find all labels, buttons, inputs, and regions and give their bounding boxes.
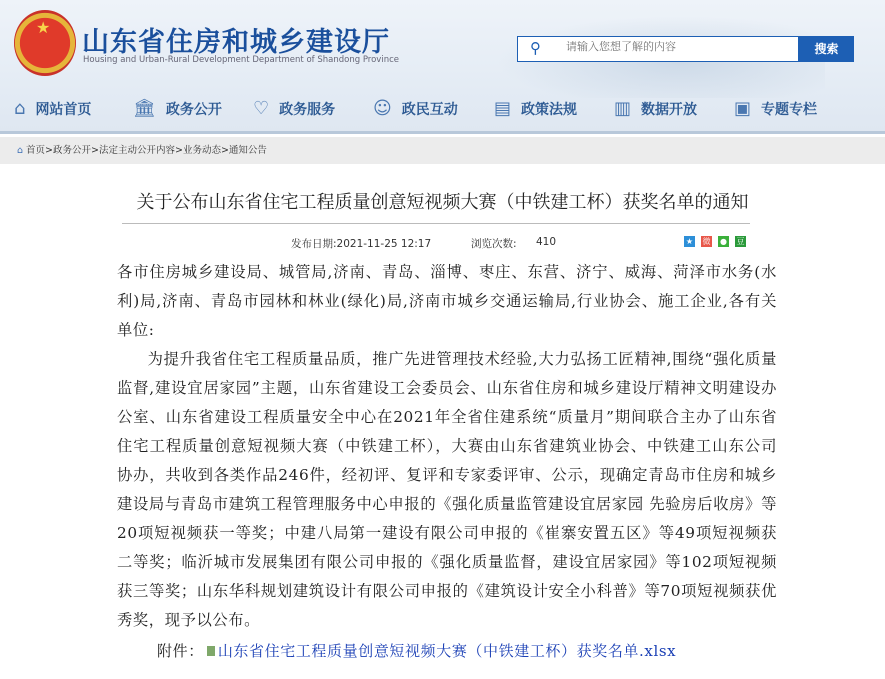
attachment-row: [157, 640, 676, 661]
chat-icon: ☺: [373, 98, 392, 119]
document-icon: ▤: [494, 98, 512, 119]
search-button[interactable]: 搜索: [799, 36, 854, 62]
breadcrumb-item[interactable]: >业务动态: [174, 145, 221, 156]
share-bar: [684, 236, 746, 247]
home-icon: ⌂: [14, 98, 26, 119]
wechat-share-icon[interactable]: ●: [718, 236, 729, 247]
search-icon: ⚲: [530, 39, 541, 57]
search-box[interactable]: [517, 36, 799, 62]
nav-label: 网站首页: [35, 101, 92, 118]
nav-label: 政民互动: [401, 101, 458, 118]
folder-icon: ▣: [734, 98, 752, 119]
breadcrumb-item[interactable]: >法定主动公开内容: [91, 145, 175, 156]
nav-interaction[interactable]: [373, 98, 458, 119]
building-icon: 🏛: [133, 98, 156, 119]
site-title[interactable]: 山东省住房和城乡建设厅: [82, 27, 390, 58]
salutation-paragraph: 各市住房城乡建设局、城管局,济南、青岛、淄博、枣庄、东营、济宁、威海、菏泽市水务(水利)局,济南、青岛市园林和林业(绿化)局,济南市城乡交通运输局,行业协会、施工企业,各有关单位:: [117, 263, 777, 339]
views-label: 浏览次数:: [471, 238, 517, 250]
chart-icon: ▥: [614, 98, 632, 119]
site-subtitle: Housing and Urban-Rural Development Department of Shandong Province: [83, 55, 399, 65]
file-icon: [207, 646, 215, 656]
nav-label: 政务服务: [279, 101, 336, 118]
publish-date: 发布日期:2021-11-25 12:17: [291, 238, 432, 250]
search-input[interactable]: [566, 41, 786, 53]
nav-label: 政务公开: [165, 101, 222, 118]
title-divider: [122, 223, 750, 224]
home-icon: ⌂: [17, 145, 24, 156]
breadcrumb-item[interactable]: >政务公开: [45, 145, 92, 156]
nav-gov-affairs[interactable]: [133, 98, 222, 119]
nav-label: 数据开放: [641, 101, 698, 118]
content-paragraph: 为提升我省住宅工程质量品质，推广先进管理技术经验,大力弘扬工匠精神,围绕“强化质量监督,建设宜居家园”主题，山东省建设工会委员会、山东省住房和城乡建设厅精神文明建设办公室、山东省建设工程质量安全中心在2021年全省住建系统“质量月”期间联合主办了山东省住宅工程质量创意短视频大赛（中铁建工杯），大赛由山东省建筑业协会、中铁建工山东公司协办，共收到各类作品246件，经初评、复评和专家委评审、公示，现确定青岛市住房和城乡建设局与青岛市建筑工程管理服务中心申报的《强化质量监管建设宜居家园 先验房后收房》等20项短视频获一等奖；中建八局第一建设有限公司申报的《崔寨安置五区》等49项短视频获二等奖；临沂城市发展集团有限公司申报的《强化质量监督，建设宜居家园》等102项短视频获三等奖；山东华科规划建筑设计有限公司申报的《建筑设计安全小科普》等70项短视频获优秀奖，现予以公布。: [117, 350, 777, 629]
douban-share-icon[interactable]: 豆: [736, 237, 745, 246]
attachment-link[interactable]: 山东省住宅工程质量创意短视频大赛（中铁建工杯）获奖名单.xlsx: [217, 642, 677, 660]
article-title: 关于公布山东省住宅工程质量创意短视频大赛（中铁建工杯）获奖名单的通知: [136, 192, 749, 213]
main-nav: [0, 98, 885, 124]
attachment-label: 附件：: [157, 642, 204, 660]
nav-policy[interactable]: [494, 98, 577, 119]
breadcrumb: [0, 137, 885, 164]
handshake-icon: ♡: [253, 98, 270, 119]
breadcrumb-item[interactable]: >通知公告: [220, 145, 267, 156]
nav-label: 政策法规: [521, 101, 578, 118]
article-body: [117, 258, 777, 635]
nav-label: 专题专栏: [761, 101, 818, 118]
nav-open-data[interactable]: [614, 98, 697, 119]
qzone-share-icon[interactable]: ★: [685, 237, 694, 246]
breadcrumb-home[interactable]: 首页: [26, 145, 46, 156]
site-header: [0, 0, 885, 134]
views-count: 410: [536, 236, 557, 248]
national-emblem-logo: ★: [14, 10, 76, 76]
nav-gov-services[interactable]: [253, 98, 335, 119]
weibo-share-icon[interactable]: 微: [702, 237, 711, 246]
nav-special[interactable]: [734, 98, 817, 119]
nav-home[interactable]: [14, 98, 91, 119]
